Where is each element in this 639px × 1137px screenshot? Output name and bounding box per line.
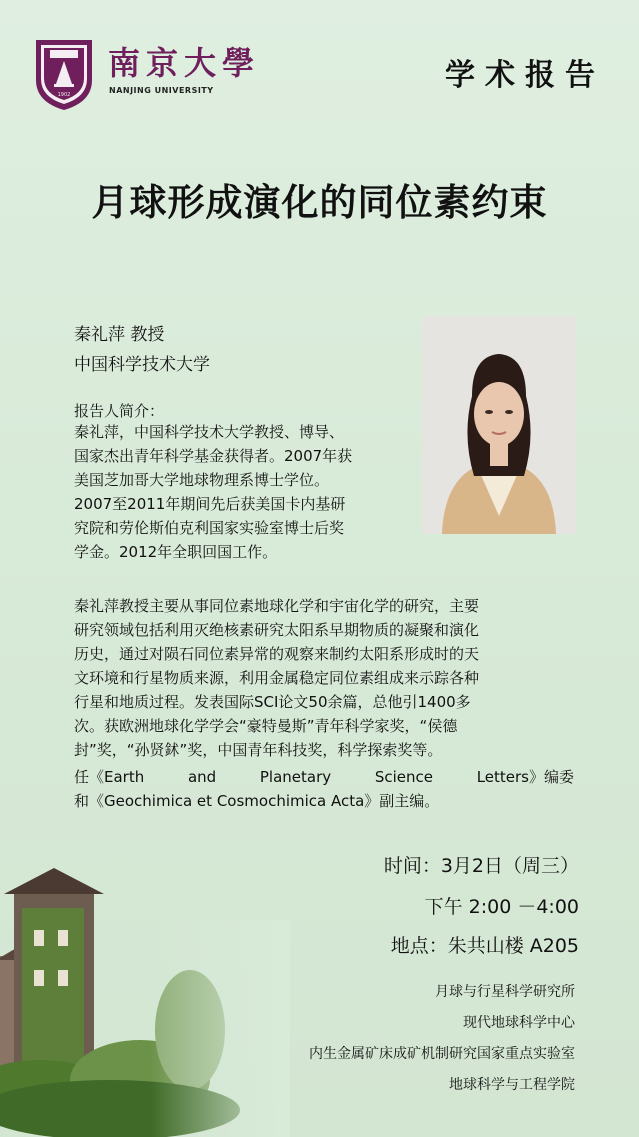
bio-line: 美国芝加哥大学地球物理系博士学位。: [74, 471, 330, 489]
organizer: 地球科学与工程学院: [449, 1077, 575, 1093]
event-category: 学术报告: [445, 58, 605, 93]
research-word: Planetary: [259, 768, 332, 786]
research-line: 历史，通过对陨石同位素异常的观察来制约太阳系形成时的天: [74, 645, 480, 663]
bio-line: 学金。2012年全职回国工作。: [74, 543, 278, 561]
event-venue: 地点：朱共山楼 A205: [390, 935, 579, 957]
logo-year: 1902: [57, 92, 71, 98]
research-line: 秦礼萍教授主要从事同位素地球化学和宇宙化学的研究，主要: [74, 597, 480, 615]
research-line-editor: [74, 767, 574, 787]
research-word: 任《Earth: [74, 768, 145, 786]
event-time: 下午 2:00 －4:00: [424, 896, 579, 918]
research-line: 次。获欧洲地球化学学会“豪特曼斯”青年科学家奖，“侯德: [74, 717, 458, 735]
organizer: 月球与行星科学研究所: [435, 984, 575, 1000]
research-line: 封”奖，“孙贤鉥”奖，中国青年科技奖，科学探索奖等。: [74, 741, 443, 759]
research-word: Letters》编委: [476, 768, 574, 786]
research-word: and: [187, 768, 217, 786]
bio-line: 国家杰出青年科学基金获得者。2007年获: [74, 447, 353, 465]
speaker-name: 秦礼萍 教授: [74, 325, 165, 345]
research-line: 和《Geochimica et Cosmochimica Acta》副主编。: [74, 792, 440, 810]
research-line: 行星和地质过程。发表国际SCI论文50余篇，总他引1400多: [74, 693, 471, 711]
university-name-cn: 南京大學: [108, 44, 261, 82]
university-name-en: NANJING UNIVERSITY: [109, 86, 214, 95]
bio-line: 秦礼萍，中国科学技术大学教授、博导、: [74, 423, 345, 441]
university-logo: [32, 36, 96, 112]
research-word: Science: [374, 768, 433, 786]
event-date: 时间：3月2日（周三）: [383, 855, 579, 877]
organizer: 现代地球科学中心: [463, 1015, 575, 1031]
speaker-photo: [422, 316, 576, 534]
organizer: 内生金属矿床成矿机制研究国家重点实验室: [309, 1046, 575, 1062]
campus-building-illustration: [0, 860, 290, 1137]
research-line: 研究领域包括利用灭绝核素研究太阳系早期物质的凝聚和演化: [74, 621, 480, 639]
talk-title: 月球形成演化的同位素约束: [91, 180, 548, 224]
bio-line: 究院和劳伦斯伯克利国家实验室博士后奖: [74, 519, 345, 537]
bio-heading: 报告人简介：: [74, 402, 165, 420]
bio-line: 2007至2011年期间先后获美国卡内基研: [74, 495, 346, 513]
speaker-affiliation: 中国科学技术大学: [74, 355, 210, 375]
research-line: 文环境和行星物质来源，利用金属稳定同位素组成来示踪各种: [74, 669, 480, 687]
